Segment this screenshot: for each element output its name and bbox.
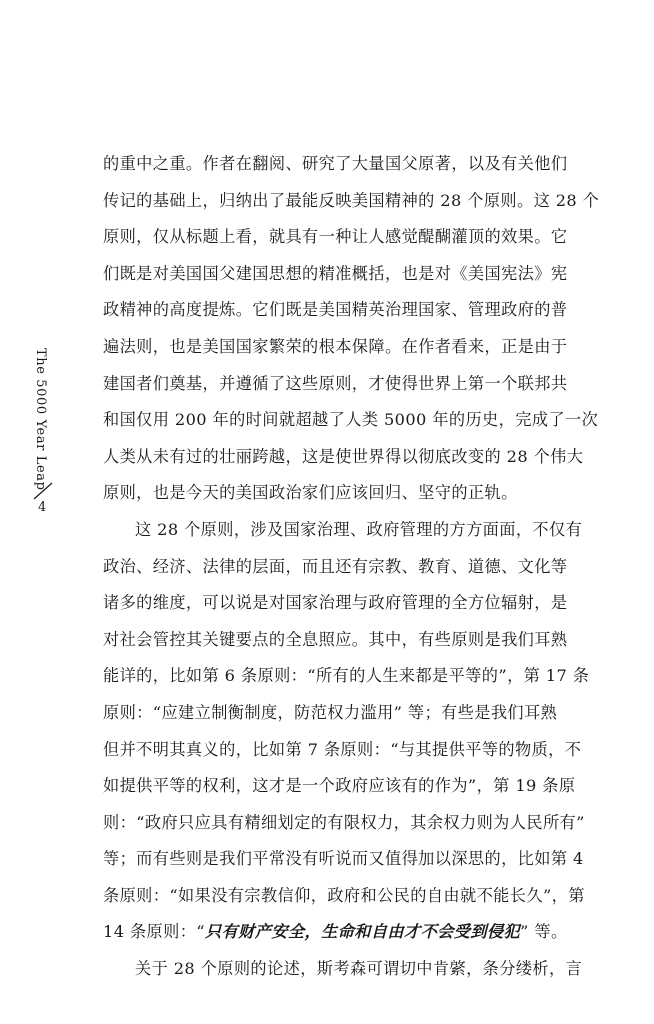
text-line: 原则，仅从标题上看，就具有一种让人感觉醍醐灌顶的效果。它	[103, 227, 568, 247]
text-line: 关于 28 个原则的论述，斯考森可谓切中肯綮，条分缕析，言	[135, 959, 583, 979]
text-line: 原则：“应建立制衡制度，防范权力滥用” 等；有些是我们耳熟	[103, 702, 558, 722]
text-line: 和国仅用 200 年的时间就超越了人类 5000 年的历史，完成了一次	[103, 410, 599, 430]
text-line: 们既是对美国国父建国思想的精准概括，也是对《美国宪法》宪	[103, 263, 568, 283]
emphasized-quote: 只有财产安全，生命和自由才不会受到侵犯	[204, 922, 521, 942]
text-line: 诸多的维度，可以说是对国家治理与政府管理的全方位辐射，是	[103, 593, 568, 613]
text-line: 建国者们奠基，并遵循了这些原则，才使得世界上第一个联邦共	[103, 373, 568, 393]
page-number: 4	[38, 500, 47, 515]
text-line: 这 28 个原则，涉及国家治理、政府管理的方方面面，不仅有	[135, 519, 583, 539]
text-line: 但并不明其真义的，比如第 7 条原则：“与其提供平等的物质，不	[103, 739, 582, 759]
text-line: 能详的，比如第 6 条原则：“所有的人生来都是平等的”，第 17 条	[103, 666, 590, 686]
text-line: 政精神的高度提炼。它们既是美国精英治理国家、管理政府的普	[103, 300, 568, 320]
body-text	[103, 146, 600, 988]
text-line: 传记的基础上，归纳出了最能反映美国精神的 28 个原则。这 28 个	[103, 190, 600, 210]
text-line: 对社会管控其关键要点的全息照应。其中，有些原则是我们耳熟	[103, 629, 568, 649]
text-line: 人类从未有过的壮丽跨越，这是使世界得以彻底改变的 28 个伟大	[103, 446, 584, 466]
text-segment: 14 条原则：“	[103, 922, 205, 942]
text-line: 如提供平等的权利，这才是一个政府应该有的作为”，第 19 条原	[103, 776, 576, 796]
text-line: 原则，也是今天的美国政治家们应该回归、坚守的正轨。	[103, 483, 518, 503]
text-line	[103, 914, 568, 951]
text-line: 则：“政府只应具有精细划定的有限权力，其余权力则为人民所有”	[103, 812, 585, 832]
running-head-title: The 5000 Year Leap	[33, 348, 48, 491]
running-head-divider	[32, 482, 54, 500]
text-line: 等；而有些则是我们平常没有听说而又值得加以深思的，比如第 4	[103, 849, 584, 869]
text-line: 遍法则，也是美国国家繁荣的根本保障。在作者看来，正是由于	[103, 336, 568, 356]
text-line: 政治、经济、法律的层面，而且还有宗教、教育、道德、文化等	[103, 556, 568, 576]
text-line: 的重中之重。作者在翻阅、研究了大量国父原著，以及有关他们	[103, 154, 568, 173]
text-line: 条原则：“如果没有宗教信仰，政府和公民的自由就不能长久”，第	[103, 885, 585, 905]
text-segment: ” 等。	[520, 922, 568, 942]
